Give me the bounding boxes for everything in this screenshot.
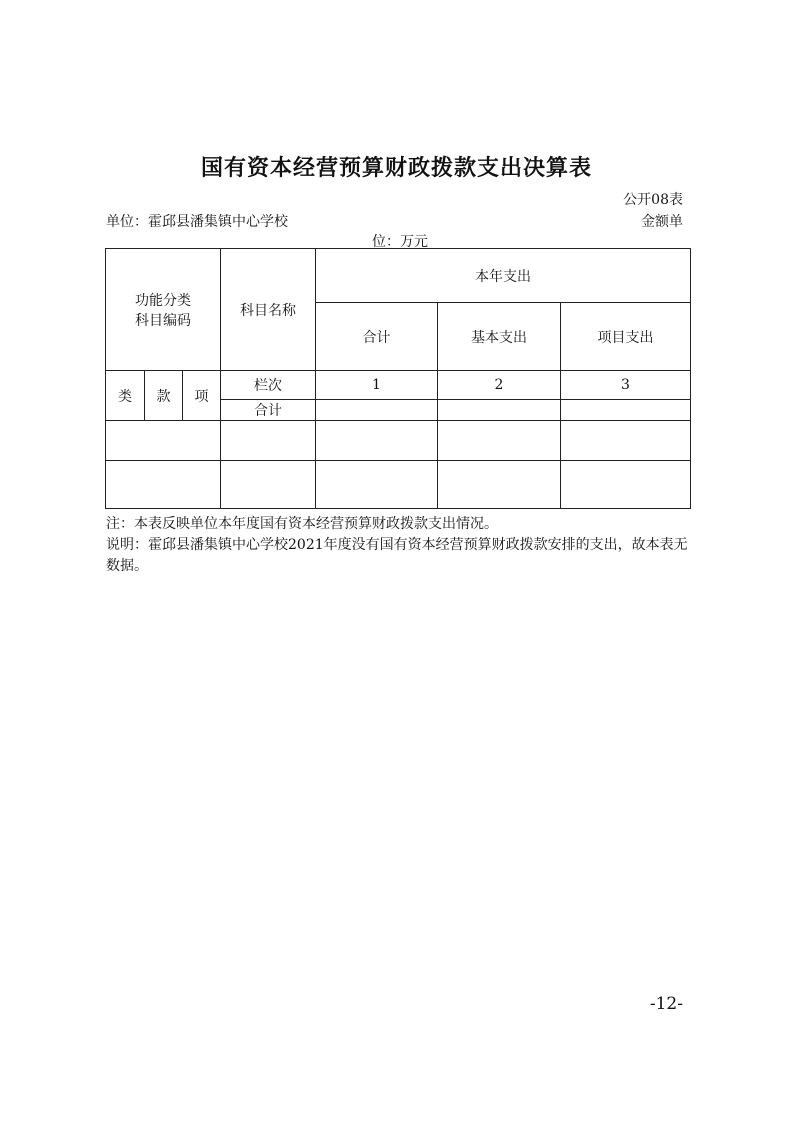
col-num-2: 2 [438, 371, 561, 400]
col-num-3: 3 [561, 371, 691, 400]
table-row [106, 461, 691, 509]
func-class-line2: 科目编码 [135, 312, 191, 329]
func-class-header [106, 249, 221, 371]
page-title: 国有资本经营预算财政拨款支出决算表 [200, 156, 592, 181]
table-cell [316, 461, 438, 509]
current-year-expense-header: 本年支出 [316, 249, 691, 303]
func-class-line1: 功能分类 [135, 292, 191, 309]
table-cell [438, 461, 561, 509]
table-cell [106, 421, 221, 461]
note-text: 注：本表反映单位本年度国有资本经营预算财政拨款支出情况。 [106, 516, 498, 532]
row-total-label: 合计 [221, 400, 316, 421]
subject-name-header: 科目名称 [221, 249, 316, 371]
row-lanci: 栏次 [221, 371, 316, 400]
notes [106, 514, 691, 577]
project-expense-header: 项目支出 [561, 303, 691, 371]
table-cell [561, 461, 691, 509]
amount-unit-part1: 金额单 [641, 214, 683, 230]
expense-table [105, 248, 691, 509]
reporting-unit: 单位：霍邱县潘集镇中心学校 [106, 214, 288, 230]
table-cell [438, 421, 561, 461]
col-lei: 类 [106, 371, 145, 421]
table-cell [561, 400, 691, 421]
page-number: -12- [649, 994, 683, 1014]
col-kuan: 款 [145, 371, 183, 421]
table-cell [438, 400, 561, 421]
col-xiang: 项 [183, 371, 221, 421]
explanation-text: 说明：霍邱县潘集镇中心学校2021年度没有国有资本经营预算财政拨款安排的支出，故本表无数据。 [106, 537, 688, 574]
amount-unit-part2: 位：万元 [372, 234, 428, 250]
basic-expense-header: 基本支出 [438, 303, 561, 371]
table-cell [221, 421, 316, 461]
table-cell [316, 421, 438, 461]
total-header: 合计 [316, 303, 438, 371]
col-num-1: 1 [316, 371, 438, 400]
table-cell [221, 461, 316, 509]
form-number: 公开08表 [623, 192, 683, 208]
table-cell [106, 461, 221, 509]
table-cell [561, 421, 691, 461]
table-cell [316, 400, 438, 421]
table-row [106, 421, 691, 461]
